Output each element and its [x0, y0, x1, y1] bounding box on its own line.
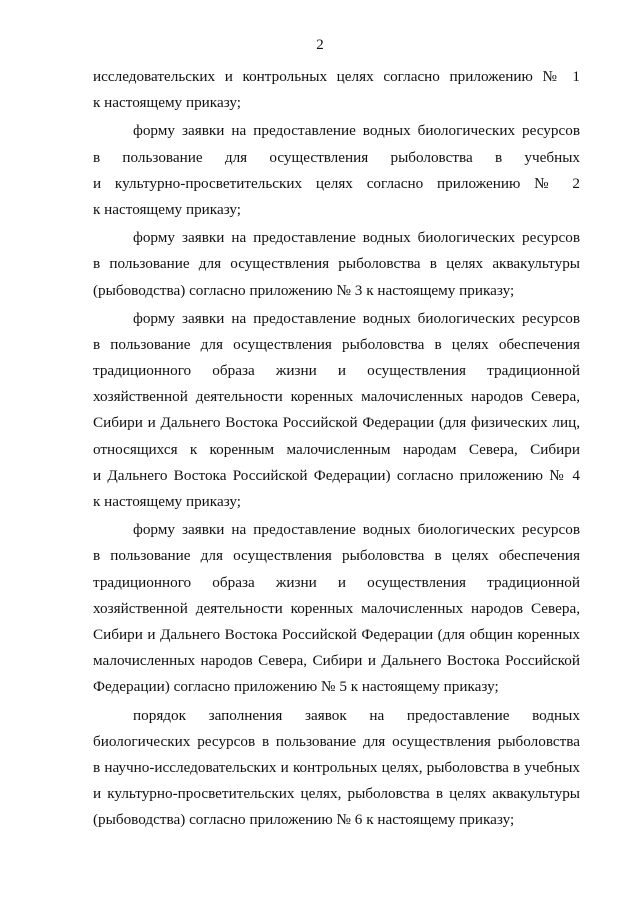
text-line: хозяйственной деятельности коренных малочисленных народов Севера, [93, 388, 580, 406]
text-line: в пользование для осуществления рыболовства в целях обеспечения [93, 335, 580, 353]
text-line: малочисленных народов Севера, Сибири и Дальнего Востока Российской [93, 652, 580, 670]
text-line: Сибири и Дальнего Востока Российской Федерации (для общин коренных [93, 625, 580, 643]
text-line: в пользование для осуществления рыболовства в целях обеспечения [93, 547, 580, 565]
text-line: традиционного образа жизни и осуществления традиционной [93, 362, 580, 380]
page-number: 2 [316, 37, 324, 53]
text-line: форму заявки на предоставление водных биологических ресурсов [133, 229, 580, 247]
text-line: традиционного образа жизни и осуществления традиционной [93, 573, 580, 591]
text-line: Федерации) согласно приложению № 5 к настоящему приказу; [93, 678, 499, 696]
text-line: относящихся к коренным малочисленным народам Севера, Сибири [93, 440, 580, 458]
text-line: Сибири и Дальнего Востока Российской Федерации (для физических лиц, [93, 414, 580, 432]
text-line: форму заявки на предоставление водных биологических ресурсов [133, 309, 580, 327]
text-line: форму заявки на предоставление водных биологических ресурсов [133, 122, 580, 140]
text-line: и культурно-просветительских целях согласно приложению № 2 [93, 174, 580, 192]
text-line: биологических ресурсов в пользование для осуществления рыболовства [93, 732, 580, 750]
text-line: хозяйственной деятельности коренных малочисленных народов Севера, [93, 599, 580, 617]
text-line: в пользование для осуществления рыболовства в целях аквакультуры [93, 255, 580, 273]
text-line: и культурно-просветительских целях, рыболовства в целях аквакультуры [93, 785, 580, 803]
text-line: исследовательских и контрольных целях согласно приложению № 1 [93, 68, 580, 85]
text-line: к настоящему приказу; [93, 94, 241, 112]
document-body [93, 64, 580, 833]
text-line: к настоящему приказу; [93, 493, 241, 510]
text-line: порядок заполнения заявок на предоставление водных [133, 706, 580, 724]
text-line: к настоящему приказу; [93, 200, 241, 218]
text-line: форму заявки на предоставление водных биологических ресурсов [133, 521, 580, 539]
text-line: и Дальнего Востока Российской Федерации) согласно приложению № 4 [93, 466, 580, 484]
text-line: в научно-исследовательских и контрольных целях, рыболовства в учебных [93, 758, 580, 776]
text-line: в пользование для осуществления рыболовства в учебных [93, 148, 580, 166]
text-line: (рыбоводства) согласно приложению № 6 к настоящему приказу; [93, 811, 515, 829]
text-line: (рыбоводства) согласно приложению № 3 к настоящему приказу; [93, 281, 515, 299]
